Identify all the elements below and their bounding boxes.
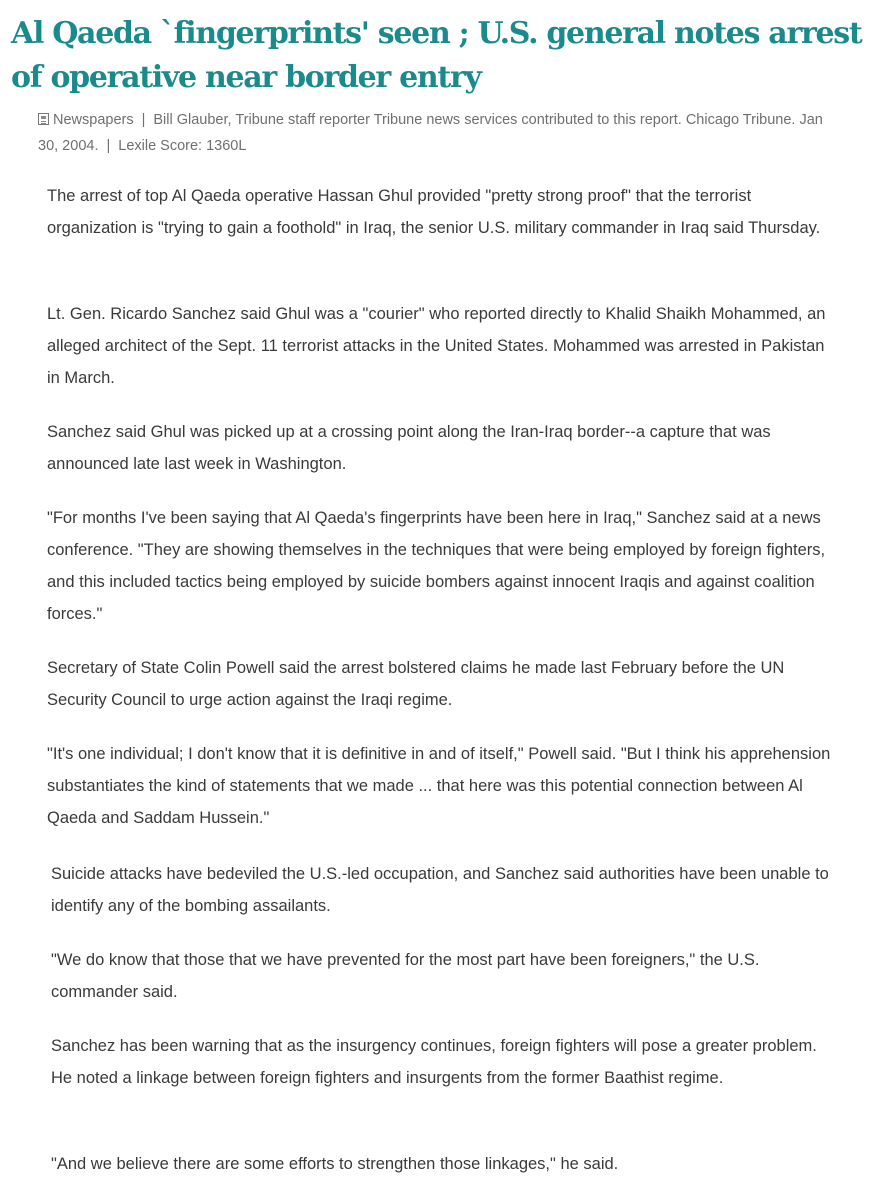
paragraph — [51, 1148, 841, 1180]
paragraph-text: Lt. Gen. Ricardo Sanchez said Ghul was a "courier" who reported directly to Khalid Shaikh Mohammed, an alleged architect of the Sept. 11 terrorist attacks in the United States. Mohammed was arrested in Pakistan in March. — [47, 305, 826, 387]
meta-separator: | — [106, 138, 111, 154]
paragraph-text: The arrest of top Al Qaeda operative Hassan Ghul provided "pretty strong proof" that the terrorist organization is "trying to gain a foothold" in Iraq, the senior U.S. military commander in Iraq said Thursday. — [47, 187, 821, 237]
paragraph-text: "We do know that those that we have prevented for the most part have been foreigners," the U.S. commander said. — [51, 951, 760, 1001]
paragraph — [51, 858, 841, 922]
paragraph — [47, 416, 837, 480]
paragraph-text: "For months I've been saying that Al Qaeda's fingerprints have been here in Iraq," Sanchez said at a news conference. "They are showing themselves in the techniques that were being employed by foreign fighters, and this included tactics being employed by suicide bombers against innocent Iraqis and against coalition forces." — [47, 509, 826, 623]
paragraph — [47, 652, 837, 716]
paragraph-text: "And we believe there are some efforts to strengthen those linkages," he said. — [51, 1155, 619, 1173]
article-meta — [38, 107, 838, 159]
meta-separator: | — [141, 112, 146, 128]
paragraph-text: Sanchez said Ghul was picked up at a crossing point along the Iran-Iraq border--a capture that was announced late last week in Washington. — [47, 423, 771, 473]
paragraph-text: Secretary of State Colin Powell said the arrest bolstered claims he made last February before the UN Security Council to urge action against the Iraqi regime. — [47, 659, 785, 709]
paragraph — [51, 1030, 841, 1094]
newspaper-icon — [38, 113, 49, 125]
paragraph — [47, 180, 837, 244]
byline: Bill Glauber, Tribune staff reporter Tribune news services contributed to this report. Chicago Tribune. Jan 30, 2004. — [38, 112, 823, 154]
paragraph-text: Sanchez has been warning that as the insurgency continues, foreign fighters will pose a greater problem. He noted a linkage between foreign fighters and insurgents from the former Baathist regime. — [51, 1037, 817, 1087]
paragraph — [47, 298, 837, 394]
paragraph — [51, 944, 841, 1008]
article-title: Al Qaeda `fingerprints' seen ; U.S. general notes arrest of operative near border entry — [11, 16, 862, 95]
lexile-score: Lexile Score: 1360L — [118, 138, 247, 154]
paragraph — [47, 738, 837, 834]
source-type: Newspapers — [53, 112, 134, 128]
paragraph-text: Suicide attacks have bedeviled the U.S.-led occupation, and Sanchez said authorities have been unable to identify any of the bombing assailants. — [51, 865, 829, 915]
paragraph-text: "It's one individual; I don't know that it is definitive in and of itself," Powell said. "But I think his apprehension substantiates the kind of statements that we made ... that here was this potential connection between Al Qaeda and Saddam Hussein." — [47, 745, 831, 827]
paragraph — [47, 502, 837, 630]
